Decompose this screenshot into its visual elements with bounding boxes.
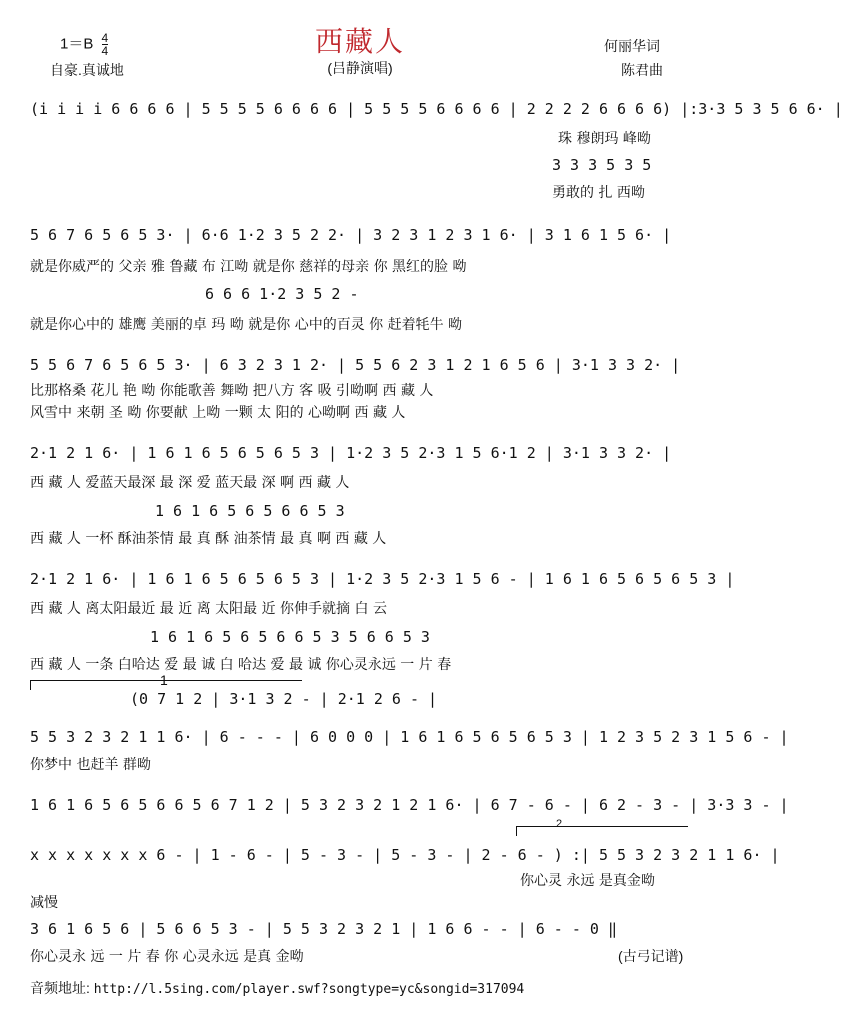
audio-label: 音频地址: [30,980,90,996]
lyric-line-5b: 西 藏 人 一条 白哈达 爱 最 诚 白 哈达 爱 最 诚 你心灵永远 一 片 春 [30,657,452,673]
lyric-line-1a: 珠 穆朗玛 峰呦 [558,131,651,147]
expression-mark: 自豪.真诚地 [50,62,124,78]
notation-line-6: (0 7 1 2 | 3·1 3 2 - | 2·1 2 6 - | [130,690,438,708]
meter-top: 4 [101,31,109,45]
notation-line-3: 5 5 6 7 6 5 6 5 3· | 6 3 2 3 1 2· | 5 5 6 2 3 1 2 1 6 5 6 | 3·1 3 3 2· | [30,356,681,374]
lyric-line-1b: 勇敢的 扎 西呦 [552,185,645,201]
notation-line-1b: 3 3 3 5 3 5 [552,156,652,174]
lyric-line-2b: 就是你心中的 雄鹰 美丽的卓 玛 呦 就是你 心中的百灵 你 赶着牦牛 呦 [30,317,463,333]
composer-credit: 陈君曲 [621,62,663,78]
notation-line-8: 1 6 1 6 5 6 5 6 6 5 6 7 1 2 | 5 3 2 3 2 1 2 1 6· | 6 7 - 6 - | 6 2 - 3 - | 3·3 3 - | [30,796,789,814]
notation-line-1: (i i i i 6 6 6 6 | 5 5 5 5 6 6 6 6 | 5 5 5 5 6 6 6 6 | 2 2 2 2 6 6 6 6) |:3·3 5 3 5 6 6· | [30,100,843,118]
singer-credit: (吕静演唱) [327,60,393,76]
notation-line-2b: 6 6 6 1·2 3 5 2 - [205,285,359,303]
volta-1-hook [30,680,31,690]
key-text: 1＝B [60,35,94,53]
audio-url[interactable]: http://l.5sing.com/player.swf?songtype=yc&songid=317094 [93,982,525,997]
lyricist-credit: 何丽华词 [604,38,660,54]
notation-line-9: x x x x x x x 6 - | 1 - 6 - | 5 - 3 - | 5 - 3 - | 2 - 6 - ) :| 5 5 3 2 3 2 1 1 6· | [30,846,780,864]
notation-line-4: 2·1 2 1 6· | 1 6 1 6 5 6 5 6 5 3 | 1·2 3 5 2·3 1 5 6·1 2 | 3·1 3 3 2· | [30,444,672,462]
volta-1-label: 1 [160,672,168,688]
lyric-line-10: 你心灵永 远 一 片 春 你 心灵永远 是真 金呦 [30,949,304,965]
time-signature [102,32,109,57]
song-title: 西藏人 [314,25,405,58]
volta-2-hook [516,826,517,836]
lyric-line-9: 你心灵 永远 是真金呦 [520,873,655,889]
volta-2-label: 2 [556,818,563,830]
lyric-line-4b: 西 藏 人 一杯 酥油茶情 最 真 酥 油茶情 最 真 啊 西 藏 人 [30,531,387,547]
lyric-line-3a: 比那格桑 花儿 艳 呦 你能歌善 舞呦 把八方 客 吸 引呦啊 西 藏 人 [30,383,434,399]
lyric-line-5a: 西 藏 人 离太阳最近 最 近 离 太阳最 近 你伸手就摘 白 云 [30,601,387,617]
lyric-line-3b: 风雪中 来朝 圣 呦 你要献 上呦 一颗 太 阳的 心呦啊 西 藏 人 [30,405,406,421]
volta-2-bracket [516,826,688,827]
lyric-line-4a: 西 藏 人 爱蓝天最深 最 深 爱 蓝天最 深 啊 西 藏 人 [30,475,350,491]
tempo-mark-slowing: 减慢 [30,895,58,911]
notation-line-5b: 1 6 1 6 5 6 5 6 6 5 3 5 6 6 5 3 [150,628,430,646]
audio-link-row [30,978,524,998]
notation-line-4b: 1 6 1 6 5 6 5 6 6 5 3 [155,502,345,520]
meter-bottom: 4 [101,44,109,58]
notation-line-10: 3 6 1 6 5 6 | 5 6 6 5 3 - | 5 5 3 2 3 2 1 | 1 6 6 - - | 6 - - 0 ‖ [30,920,617,938]
lyric-line-7: 你梦中 也赶羊 群呦 [30,757,151,773]
key-signature [60,32,108,57]
notation-line-7: 5 5 3 2 3 2 1 1 6· | 6 - - - | 6 0 0 0 | 1 6 1 6 5 6 5 6 5 3 | 1 2 3 5 2 3 1 5 6 - | [30,728,789,746]
notation-line-5: 2·1 2 1 6· | 1 6 1 6 5 6 5 6 5 3 | 1·2 3 5 2·3 1 5 6 - | 1 6 1 6 5 6 5 6 5 3 | [30,570,735,588]
transcriber-credit: (古弓记谱) [618,948,684,964]
notation-line-2: 5 6 7 6 5 6 5 3· | 6·6 1·2 3 5 2 2· | 3 2 3 1 2 3 1 6· | 3 1 6 1 5 6· | [30,226,672,244]
lyric-line-2a: 就是你威严的 父亲 雅 鲁藏 布 江呦 就是你 慈祥的母亲 你 黑红的脸 呦 [30,259,467,275]
